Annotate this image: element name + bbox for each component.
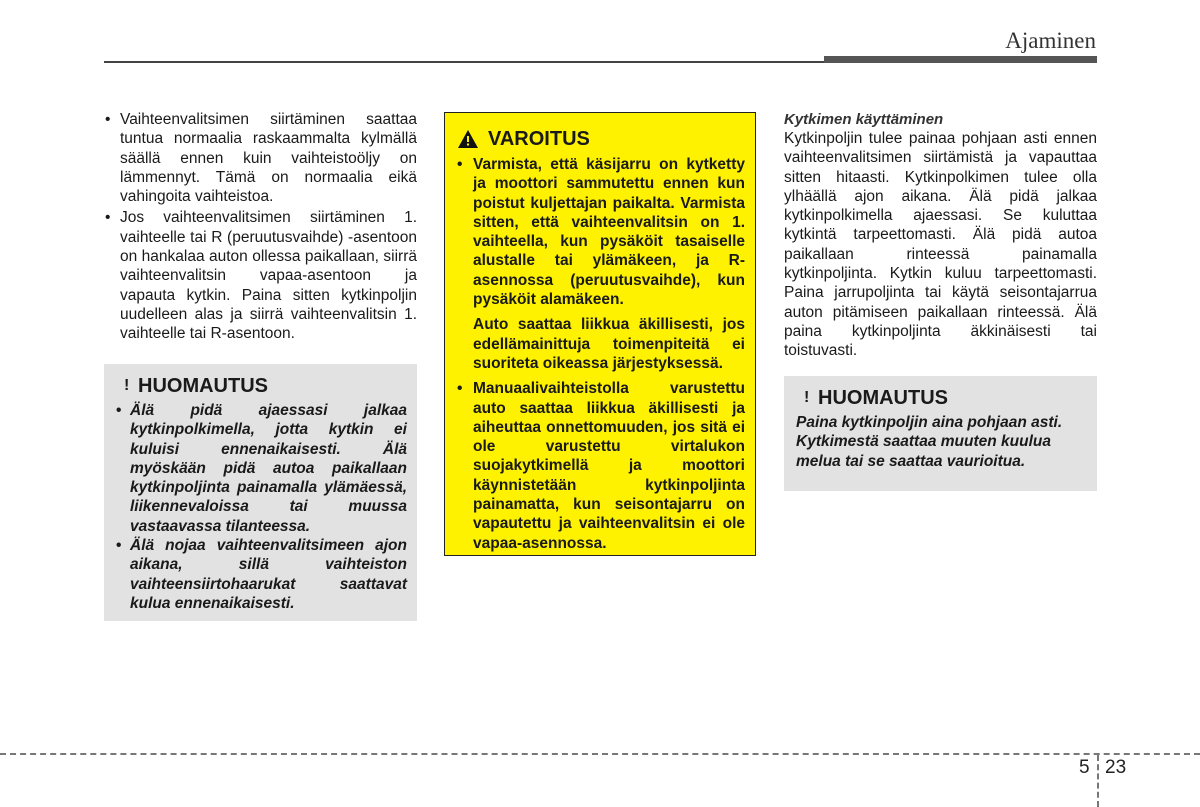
list-item: • Jos vaihteenvalitsimen siirtäminen 1. vaihteelle tai R (peruutusvaihde) -asentoon on hankalaa auton ollessa paikallaan, siirrä vaihteenvalitsin vapaa-asentoon ja vapauta kytkin. Paina sitten kytkinpoljin uudelleen alas ja siirrä vaihteenvalitsin 1. vaihteelle tai R-asentoon. bbox=[104, 208, 417, 343]
left-column bbox=[104, 110, 417, 346]
notice-box-right bbox=[784, 376, 1097, 491]
warning-box bbox=[444, 112, 756, 556]
left-bullet-list bbox=[104, 110, 417, 344]
page-number: 23 bbox=[1105, 757, 1127, 778]
warning-header bbox=[457, 127, 745, 151]
section-title: Ajaminen bbox=[1005, 28, 1096, 53]
list-item: • Manuaalivaihteistolla varustettu auto saattaa liikkua äkillisesti ja aiheuttaa onnettomuuden, jos sitä ei ole varustettu virtalukon suojakytkimellä ja moottori käynnistetään kytkinpoljinta painamatta, kun seisontajarru on vapautettu ja vaihteenvalitsin ei ole vapaa-asennossa. bbox=[457, 379, 745, 553]
body-paragraph: Kytkinpoljin tulee painaa pohjaan asti ennen vaihteenvalitsimen siirtämistä ja vapauttaa sitten hitaasti. Kytkinpolkimen tulee olla ylhäällä ajon aikana. Älä pidä jalkaa kytkinpolkimella ajaessasi. Se kuluttaa kytkintä tarpeettomasti. Älä pidä autoa paikallaan rinteessä painamalla kytkinpoljinta. Kytkin kuluu tarpeettomasti. Paina jarrupoljinta tai käytä seisontajarrua auton pitämiseen paikallaan rinteessä. Älä paina kytkinpoljinta äkkinäisesti tai toistuvasti. bbox=[784, 130, 1097, 360]
warning-text: • Varmista, että käsijarru on kytketty ja moottori sammutettu ennen kun poistut kuljettajan paikalta. Varmista sitten, että vaihteenvalitsin on 1. vaihteella, kun pysäköit tasaiselle alustalle tai ylämäkeen, ja R-asennossa (peruutusvaihde), kun pysäköit alamäkeen. bbox=[473, 156, 745, 309]
notice-title: HUOMAUTUS bbox=[138, 375, 268, 397]
notice-header bbox=[116, 374, 407, 398]
warning-title: VAROITUS bbox=[488, 128, 590, 150]
warning-text: Auto saattaa liikkua äkillisesti, jos edellämainittuja toimenpiteitä ei suoriteta oikeassa järjestyksessä. bbox=[473, 316, 745, 372]
subheading: Kytkimen käyttäminen bbox=[784, 111, 944, 128]
warning-triangle-icon bbox=[457, 129, 479, 149]
list-item: • Älä pidä ajaessasi jalkaa kytkinpolkimella, jotta kytkin ei kuluisi ennenaikaisesti. Älä myöskään pidä autoa paikallaan kytkinpoljinta painamalla ylämäessä, liikennevaloissa tai muussa vastaavassa tilanteessa. bbox=[116, 401, 407, 536]
notice-body: Paina kytkinpoljin aina pohjaan asti. Kytkimestä saattaa muuten kuulua melua tai se saattaa vaurioitua. bbox=[796, 414, 1063, 470]
header-rule-accent bbox=[824, 56, 1097, 63]
footer-vertical-divider bbox=[1097, 755, 1099, 807]
right-column bbox=[784, 110, 1097, 361]
warning-list bbox=[457, 155, 745, 553]
footer-divider bbox=[0, 753, 1200, 755]
notice-box-left bbox=[104, 364, 417, 621]
list-item: • Vaihteenvalitsimen siirtäminen saattaa tuntua normaalia raskaammalta kylmällä säällä ennen kuin vaihteistoöljy on lämmennyt. Tämä on normaalia eikä vahingoita vaihteistoa. bbox=[104, 110, 417, 206]
notice-title: HUOMAUTUS bbox=[818, 387, 948, 409]
chapter-number: 5 bbox=[1079, 757, 1090, 778]
exclamation-icon: ! bbox=[804, 389, 810, 406]
exclamation-icon: ! bbox=[124, 377, 130, 394]
notice-header bbox=[796, 386, 1087, 410]
list-item: • Älä nojaa vaihteenvalitsimeen ajon aikana, sillä vaihteiston vaihteensiirtohaarukat saattavat kulua ennenaikaisesti. bbox=[116, 536, 407, 613]
notice-body bbox=[116, 401, 407, 613]
header-rule bbox=[104, 61, 826, 63]
list-item bbox=[457, 155, 745, 373]
